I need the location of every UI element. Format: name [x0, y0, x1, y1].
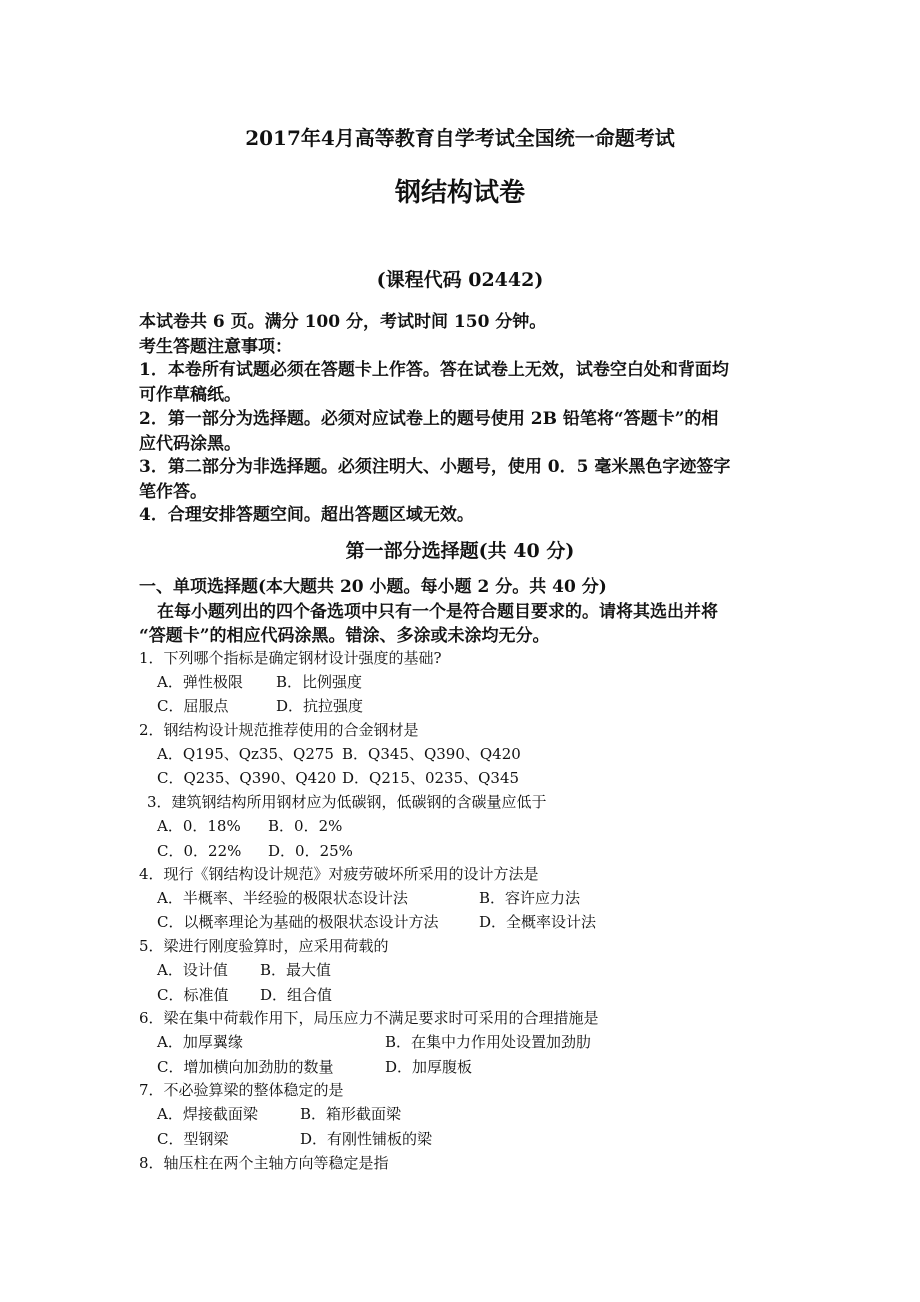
option: B．最大值 — [260, 961, 332, 979]
option: A．0．18% — [157, 817, 241, 835]
part-heading: 第一部分选择题(共 40 分) — [345, 540, 575, 562]
option: D．组合值 — [260, 986, 333, 1004]
question-stem: 4．现行《钢结构设计规范》对疲劳破坏所采用的设计方法是 — [139, 865, 539, 883]
option: C．标准值 — [157, 986, 229, 1004]
option: D．0．25% — [268, 842, 353, 860]
option: A．Q195、Qz35、Q275 — [157, 745, 334, 763]
section-heading: 一、单项选择题(本大题共 20 小题。每小题 2 分。共 40 分) — [139, 577, 607, 597]
option: B．0．2% — [268, 817, 343, 835]
option: C．型钢梁 — [157, 1130, 229, 1148]
intro-line: 考生答题注意事项： — [139, 337, 292, 357]
option: B．比例强度 — [276, 673, 363, 691]
question-stem: 8．轴压柱在两个主轴方向等稳定是指 — [139, 1154, 389, 1172]
question-stem: 1．下列哪个指标是确定钢材设计强度的基础? — [139, 649, 442, 667]
option: C．屈服点 — [157, 697, 229, 715]
option: D．抗拉强度 — [276, 697, 364, 715]
option: C．0．22% — [157, 842, 242, 860]
question-stem: 3．建筑钢结构所用钢材应为低碳钢，低碳钢的含碳量应低于 — [147, 793, 547, 811]
option: B．在集中力作用处设置加劲肋 — [385, 1033, 592, 1051]
exam-title: 2017年4月高等教育自学考试全国统一命题考试 — [245, 126, 675, 150]
option: B．Q345、Q390、Q420 — [342, 745, 521, 763]
option: D．加厚腹板 — [385, 1058, 473, 1076]
note-line: 笔作答。 — [139, 482, 207, 502]
option: A．设计值 — [157, 961, 228, 979]
option: A．半概率、半经验的极限状态设计法 — [157, 889, 408, 907]
intro-line: 本试卷共 6 页。满分 100 分，考试时间 150 分钟。 — [139, 312, 547, 332]
course-code: (课程代码 02442) — [376, 269, 544, 291]
question-stem: 2．钢结构设计规范推荐使用的合金钢材是 — [139, 721, 419, 739]
instruction-line: 在每小题列出的四个备选项中只有一个是符合题目要求的。请将其选出并将 — [157, 602, 718, 622]
option: A．弹性极限 — [157, 673, 243, 691]
question-stem: 6．梁在集中荷载作用下，局压应力不满足要求时可采用的合理措施是 — [139, 1009, 599, 1027]
note-line: 1．本卷所有试题必须在答题卡上作答。答在试卷上无效，试卷空白处和背面均 — [139, 360, 729, 380]
note-line: 4．合理安排答题空间。超出答题区域无效。 — [139, 505, 474, 525]
option: C．Q235、Q390、Q420 — [157, 769, 337, 787]
option: C．以概率理论为基础的极限状态设计方法 — [157, 913, 439, 931]
instruction-line: “答题卡”的相应代码涂黑。错涂、多涂或未涂均无分。 — [139, 626, 550, 646]
option: A．焊接截面梁 — [157, 1105, 258, 1123]
question-stem: 7．不必验算梁的整体稳定的是 — [139, 1081, 344, 1099]
option: C．增加横向加劲肋的数量 — [157, 1058, 334, 1076]
note-line: 可作草稿纸。 — [139, 385, 241, 405]
note-line: 2．第一部分为选择题。必须对应试卷上的题号使用 2B 铅笔将“答题卡”的相 — [139, 409, 719, 429]
question-stem: 5．梁进行刚度验算时，应采用荷载的 — [139, 937, 389, 955]
option: B．容许应力法 — [479, 889, 581, 907]
option: D．有刚性铺板的梁 — [300, 1130, 433, 1148]
option: D．Q215、0235、Q345 — [342, 769, 520, 787]
note-line: 应代码涂黑。 — [139, 434, 241, 454]
option: B．箱形截面梁 — [300, 1105, 402, 1123]
option: A．加厚翼缘 — [157, 1033, 243, 1051]
note-line: 3．第二部分为非选择题。必须注明大、小题号，使用 0．5 毫米黑色字迹签字 — [139, 457, 731, 477]
option: D．全概率设计法 — [479, 913, 597, 931]
paper-title: 钢结构试卷 — [394, 178, 525, 208]
